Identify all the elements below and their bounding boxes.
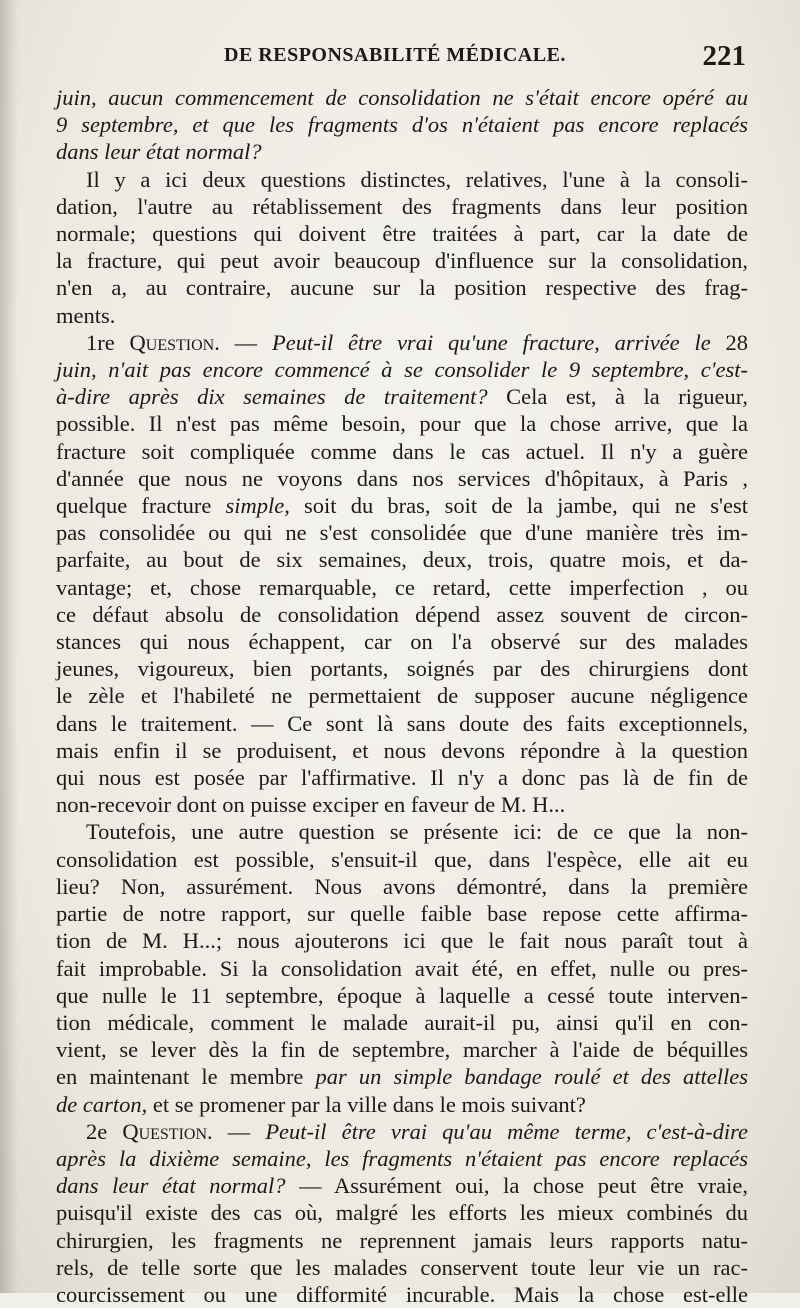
text-line xyxy=(56,791,748,818)
text-run: que nulle le 11 septembre, époque à laquelle a cessé toute interven- xyxy=(56,982,748,1008)
text-run: possible. Il n'est pas même besoin, pour que la chose arrive, que la xyxy=(56,411,748,437)
text-run: , et se promener par la ville dans le mois suivant? xyxy=(141,1091,586,1117)
text-run: à-dire après dix semaines de traitement? xyxy=(56,384,488,410)
text-line xyxy=(56,628,748,655)
text-line xyxy=(56,1145,748,1172)
text-line xyxy=(56,465,748,492)
text-line xyxy=(56,193,748,220)
text-run: tion de M. H...; nous ajouterons ici que le fait nous paraît tout à xyxy=(56,928,748,954)
text-line xyxy=(56,302,748,329)
text-run: quelque fracture xyxy=(56,493,226,519)
text-line xyxy=(56,900,748,927)
text-line xyxy=(56,84,748,111)
text-run: non-recevoir dont on puisse exciper en faveur de M. H... xyxy=(56,792,566,818)
text-run: de carton xyxy=(56,1091,142,1117)
text-run: vantage; et, chose remarquable, ce retard, cette imperfection , ou xyxy=(56,574,748,600)
scan-edge-shadow xyxy=(0,0,18,1293)
text-run: simple, xyxy=(225,493,290,519)
text-run: après la dixième semaine, les fragments n'étaient pas encore replacés xyxy=(56,1145,748,1171)
text-line xyxy=(56,274,748,301)
text-run: jeunes, vigoureux, bien portants, soignés par des chirurgiens dont xyxy=(56,656,748,682)
text-line xyxy=(56,519,748,546)
text-run: dans le traitement. — Ce sont là sans doute des faits exceptionnels, xyxy=(56,710,748,736)
text-run: — xyxy=(212,1118,266,1144)
text-line xyxy=(56,655,748,682)
text-line xyxy=(56,492,748,519)
text-line xyxy=(56,138,748,165)
text-run: 28 xyxy=(725,329,749,355)
text-line xyxy=(56,329,748,356)
text-run: 9 septembre, et que les fragments d'os n'étaient pas encore replacés xyxy=(56,112,748,138)
text-run: Peut-il être vrai qu'une fracture, arrivée le xyxy=(271,329,726,355)
text-run: Question. xyxy=(129,329,220,355)
text-line xyxy=(56,601,748,628)
text-run: rels, de telle sorte que les malades conservent toute leur vie un rac- xyxy=(56,1254,748,1280)
text-run: pas consolidée ou qui ne s'est consolidée que d'une manière très im- xyxy=(56,520,748,546)
text-run: ments. xyxy=(56,302,116,328)
text-run: courcissement ou une difformité incurable. Mais la chose est-elle xyxy=(56,1281,748,1307)
text-run: 2e xyxy=(86,1118,123,1144)
text-line xyxy=(56,356,748,383)
text-run: vient, se lever dès la fin de septembre, marcher à l'aide de béquilles xyxy=(56,1037,748,1063)
text-line xyxy=(56,410,748,437)
text-run: Question. xyxy=(122,1118,213,1144)
text-line xyxy=(56,846,748,873)
text-line xyxy=(56,247,748,274)
text-run: dation, l'autre au rétablissement des fragments dans leur position xyxy=(56,193,748,219)
text-line xyxy=(56,438,748,465)
text-line xyxy=(56,111,748,138)
text-run: le zèle et l'habileté ne permettaient de supposer aucune négligence xyxy=(56,683,748,709)
text-line xyxy=(56,220,748,247)
text-line xyxy=(56,1118,748,1145)
text-line xyxy=(56,927,748,954)
text-run: qui nous est posée par l'affirmative. Il n'y a donc pas là de fin de xyxy=(56,765,748,791)
text-line xyxy=(56,818,748,845)
text-run: Peut-il être vrai qu'au même terme, c'est-à-dire xyxy=(265,1118,748,1144)
text-run: — xyxy=(219,329,272,355)
text-line xyxy=(56,383,748,410)
text-line xyxy=(56,166,748,193)
text-run: — Assurément oui, la chose peut être vraie, xyxy=(285,1173,748,1199)
text-line xyxy=(56,955,748,982)
text-run: soit du bras, soit de la jambe, qui ne s'est xyxy=(289,493,748,519)
running-head: DE RESPONSABILITÉ MÉDICALE. xyxy=(224,44,566,66)
text-run: dans leur état normal? xyxy=(56,139,262,165)
text-line xyxy=(56,710,748,737)
text-run: en maintenant le membre xyxy=(56,1064,316,1090)
text-run: dans leur état normal? xyxy=(56,1173,286,1199)
text-run: mais enfin il se produisent, et nous devons répondre à la question xyxy=(56,737,748,763)
text-run: partie de notre rapport, sur quelle faible base repose cette affirma- xyxy=(56,901,748,927)
text-run: normale; questions qui doivent être traitées à part, car la date de xyxy=(56,221,748,247)
text-run: chirurgien, les fragments ne reprennent jamais leurs rapports natu- xyxy=(56,1227,748,1253)
page-number: 221 xyxy=(702,40,746,72)
text-run: juin, aucun commencement de consolidation ne s'était encore opéré au xyxy=(56,85,748,110)
text-line xyxy=(56,1281,748,1308)
text-run: Cela est, à la rigueur, xyxy=(487,384,748,410)
text-line xyxy=(56,546,748,573)
text-line xyxy=(56,682,748,709)
text-run: fracture soit compliquée comme dans le cas actuel. Il n'y a guère xyxy=(56,438,748,464)
text-run: ce défaut absolu de consolidation dépend assez souvent de circon- xyxy=(56,601,748,627)
text-run: parfaite, au bout de six semaines, deux, trois, quatre mois, et da- xyxy=(56,547,748,573)
text-run: Toutefois, une autre question se présente ici: de ce que la non- xyxy=(86,819,748,845)
text-run: lieu? Non, assurément. Nous avons démontré, dans la première xyxy=(56,873,748,899)
body-text xyxy=(56,84,748,1308)
text-run: stances qui nous échappent, car on l'a observé sur des malades xyxy=(56,629,748,655)
text-run: consolidation est possible, s'ensuit-il que, dans l'espèce, elle ait eu xyxy=(56,846,748,872)
text-line xyxy=(56,873,748,900)
text-line xyxy=(56,1199,748,1226)
text-line xyxy=(56,737,748,764)
text-run: n'en a, au contraire, aucune sur la position respective des frag- xyxy=(56,275,748,301)
text-run: puisqu'il existe des cas où, malgré les efforts les mieux combinés du xyxy=(56,1200,748,1226)
text-line xyxy=(56,1009,748,1036)
text-line xyxy=(56,1227,748,1254)
text-run: fait improbable. Si la consolidation avait été, en effet, nulle ou pres- xyxy=(56,955,748,981)
text-line xyxy=(56,1254,748,1281)
text-line xyxy=(56,1091,748,1118)
page-header xyxy=(56,40,746,80)
text-line xyxy=(56,764,748,791)
text-run: 1re xyxy=(86,329,130,355)
text-run: d'année que nous ne voyons dans nos services d'hôpitaux, à Paris , xyxy=(56,465,748,491)
text-line xyxy=(56,1063,748,1090)
text-run: juin, n'ait pas encore commencé à se consolider le 9 septembre, c'est- xyxy=(56,357,748,383)
text-run: tion médicale, comment le malade aurait-il pu, ainsi qu'il en con- xyxy=(56,1009,748,1035)
text-line xyxy=(56,1172,748,1199)
text-run: la fracture, qui peut avoir beaucoup d'influence sur la consolidation, xyxy=(56,248,748,274)
text-run: Il y a ici deux questions distinctes, relatives, l'une à la consoli- xyxy=(86,166,748,192)
text-line xyxy=(56,1036,748,1063)
text-line xyxy=(56,982,748,1009)
text-run: par un simple bandage roulé et des attelles xyxy=(315,1064,748,1090)
text-line xyxy=(56,574,748,601)
